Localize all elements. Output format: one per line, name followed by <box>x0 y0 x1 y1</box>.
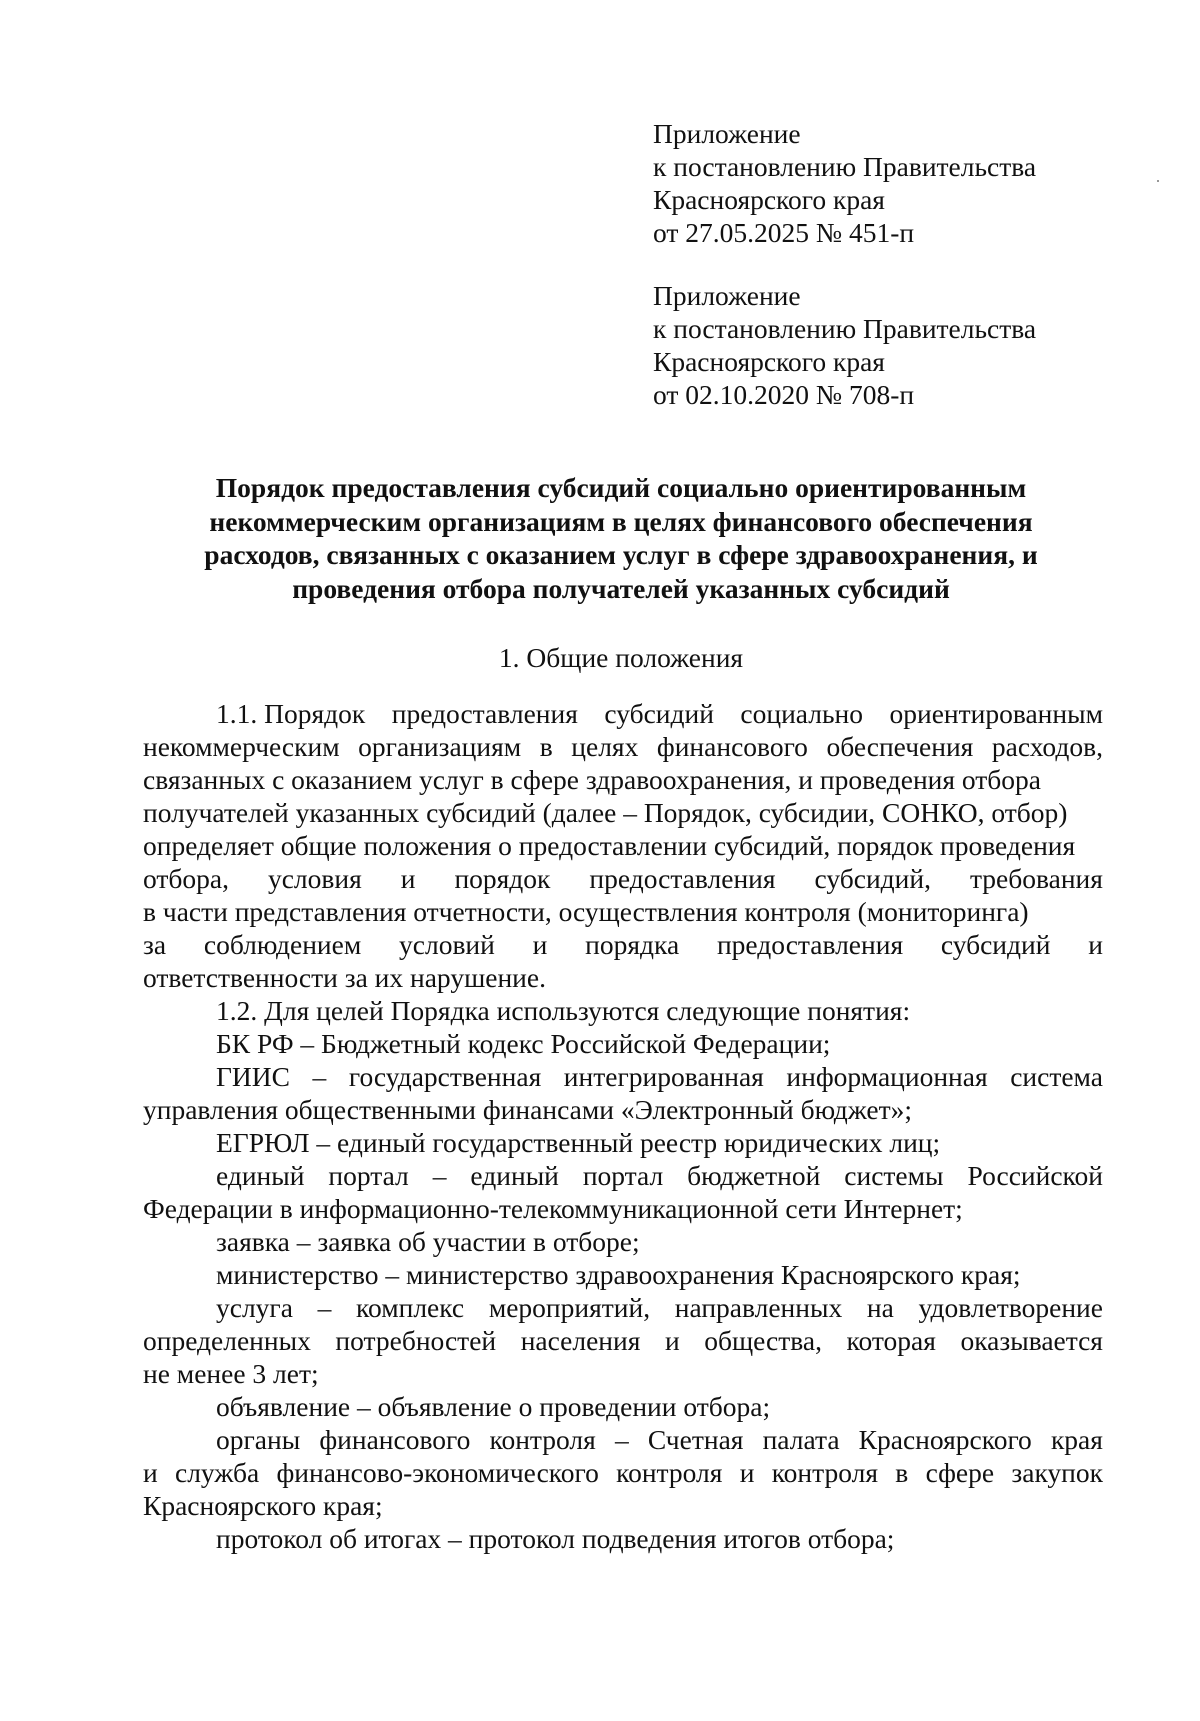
word: субсидий <box>940 929 1051 960</box>
word: – <box>432 1160 447 1191</box>
section-heading: 1. Общие положения <box>498 642 744 673</box>
word: связанных с оказанием услуг в сфере здравоохранения, и проведения отбора <box>143 764 1042 795</box>
paragraph-line <box>143 763 1103 796</box>
word: Российской <box>967 1160 1103 1191</box>
definition-line <box>143 1291 1103 1324</box>
appendix-line: от 27.05.2025 № 451-п <box>653 217 915 248</box>
word: и <box>664 1325 680 1356</box>
word: на <box>866 1292 894 1323</box>
word: система <box>1010 1061 1103 1092</box>
word: субсидий <box>604 698 714 729</box>
word: контроля <box>771 1457 878 1488</box>
word: – <box>317 1292 332 1323</box>
word: требования <box>969 863 1103 894</box>
word: закупок <box>1011 1457 1103 1488</box>
word: Красноярского <box>858 1424 1032 1455</box>
word: финансово-экономического <box>276 1457 599 1488</box>
title-line: некоммерческим организациям в целях финансового обеспечения <box>209 505 1033 537</box>
appendix-block-current <box>653 117 1036 249</box>
word: единый <box>216 1160 305 1191</box>
document-title <box>140 471 1102 605</box>
definition-line <box>143 1324 1103 1357</box>
word: соблюдением <box>203 929 362 960</box>
word: системы <box>844 1160 944 1191</box>
word: предоставления <box>716 929 904 960</box>
word: и <box>400 863 416 894</box>
paragraph-line <box>143 796 1103 829</box>
appendix-line: от 02.10.2020 № 708-п <box>653 379 915 410</box>
word: общества, <box>704 1325 822 1356</box>
word: 1.1. Порядок <box>216 698 366 729</box>
word: населения <box>520 1325 641 1356</box>
word: информационная <box>786 1061 988 1092</box>
definition-line: БК РФ – Бюджетный кодекс Российской Федерации; <box>216 1028 831 1059</box>
word: мероприятий, <box>488 1292 651 1323</box>
appendix-line: Приложение <box>653 280 801 311</box>
word: условия <box>267 863 362 894</box>
appendix-line: к постановлению Правительства <box>653 151 1037 182</box>
appendix-block-original <box>653 279 1036 411</box>
word: оказывается <box>960 1325 1103 1356</box>
definition-line: ЕГРЮЛ – единый государственный реестр юридических лиц; <box>216 1127 941 1158</box>
word: обеспечения <box>826 731 974 762</box>
definition-line: заявка – заявка об участии в отборе; <box>216 1226 640 1257</box>
word: в части представления отчетности, осуществления контроля (мониторинга) <box>143 896 1029 927</box>
word: за <box>143 929 167 960</box>
scan-speck <box>1157 180 1159 182</box>
word: услуга <box>216 1292 293 1323</box>
word: социально <box>740 698 863 729</box>
appendix-line: Приложение <box>653 118 801 149</box>
definition-line: министерство – министерство здравоохранения Красноярского края; <box>216 1259 1021 1290</box>
word: сфере <box>925 1457 995 1488</box>
title-line: проведения отбора получателей указанных субсидий <box>292 572 950 604</box>
word: палата <box>762 1424 840 1455</box>
word: определяет общие положения о предоставлении субсидий, порядок проведения <box>143 830 1076 861</box>
word: – <box>312 1061 327 1092</box>
paragraph-line: ответственности за их нарушение. <box>143 962 546 993</box>
word: и <box>739 1457 755 1488</box>
definition-line: объявление – объявление о проведении отбора; <box>216 1391 771 1422</box>
paragraph-line <box>143 697 1103 730</box>
word: отбора, <box>143 863 229 894</box>
definition-line: управления общественными финансами «Электронный бюджет»; <box>143 1094 913 1125</box>
word: органы <box>216 1424 301 1455</box>
document-body <box>143 697 1103 1555</box>
paragraph-line <box>143 730 1103 763</box>
word: края <box>1050 1424 1103 1455</box>
word: некоммерческим <box>143 731 340 762</box>
word: ориентированным <box>889 698 1103 729</box>
paragraph-line: 1.2. Для целей Порядка используются следующие понятия: <box>216 995 911 1026</box>
word: направленных <box>674 1292 843 1323</box>
definition-line: Федерации в информационно-телекоммуникационной сети Интернет; <box>143 1193 963 1224</box>
definition-line <box>143 1423 1103 1456</box>
word: в <box>895 1457 909 1488</box>
paragraph-line <box>143 862 1103 895</box>
word: предоставления <box>589 863 776 894</box>
definition-line <box>143 1060 1103 1093</box>
paragraph-line <box>143 829 1103 862</box>
word: условий <box>399 929 495 960</box>
title-line: Порядок предоставления субсидий социально ориентированным <box>215 472 1027 503</box>
definition-line: Красноярского края; <box>143 1490 383 1521</box>
appendix-line: Красноярского края <box>653 346 885 377</box>
paragraph-line <box>143 928 1103 961</box>
word: – <box>614 1424 629 1455</box>
word: контроля <box>489 1424 596 1455</box>
word: субсидий, <box>814 863 931 894</box>
word: и <box>532 929 548 960</box>
word: Счетная <box>647 1424 744 1455</box>
word: комплекс <box>356 1292 465 1323</box>
word: бюджетной <box>687 1160 821 1191</box>
word: потребностей <box>335 1325 497 1356</box>
word: которая <box>846 1325 936 1356</box>
word: единый <box>470 1160 559 1191</box>
word: получателей указанных субсидий (далее – Порядок, субсидии, СОНКО, отбор) <box>143 797 1068 828</box>
word: государственная <box>348 1061 542 1092</box>
word: интегрированная <box>563 1061 764 1092</box>
definition-line <box>143 1456 1103 1489</box>
title-line: расходов, связанных с оказанием услуг в сфере здравоохранения, и <box>204 539 1038 570</box>
word: удовлетворение <box>918 1292 1103 1323</box>
definition-line: протокол об итогах – протокол подведения итогов отбора; <box>216 1523 895 1554</box>
word: портал <box>328 1160 409 1191</box>
word: ГИИС <box>216 1061 290 1092</box>
word: предоставления <box>391 698 578 729</box>
word: портал <box>582 1160 664 1191</box>
word: расходов, <box>991 731 1103 762</box>
word: служба <box>175 1457 260 1488</box>
word: порядка <box>585 929 680 960</box>
word: и <box>1088 929 1103 960</box>
word: в <box>539 731 553 762</box>
word: порядок <box>454 863 551 894</box>
appendix-line: к постановлению Правительства <box>653 313 1037 344</box>
appendix-line: Красноярского края <box>653 184 885 215</box>
word: целях <box>571 731 639 762</box>
paragraph-line <box>143 895 1103 928</box>
word: и <box>143 1457 158 1488</box>
word: организациям <box>358 731 522 762</box>
word: финансового <box>319 1424 471 1455</box>
word: контроля <box>616 1457 723 1488</box>
definition-line <box>143 1159 1103 1192</box>
definition-line: не менее 3 лет; <box>143 1358 319 1389</box>
word: финансового <box>656 731 808 762</box>
word: определенных <box>143 1325 311 1356</box>
